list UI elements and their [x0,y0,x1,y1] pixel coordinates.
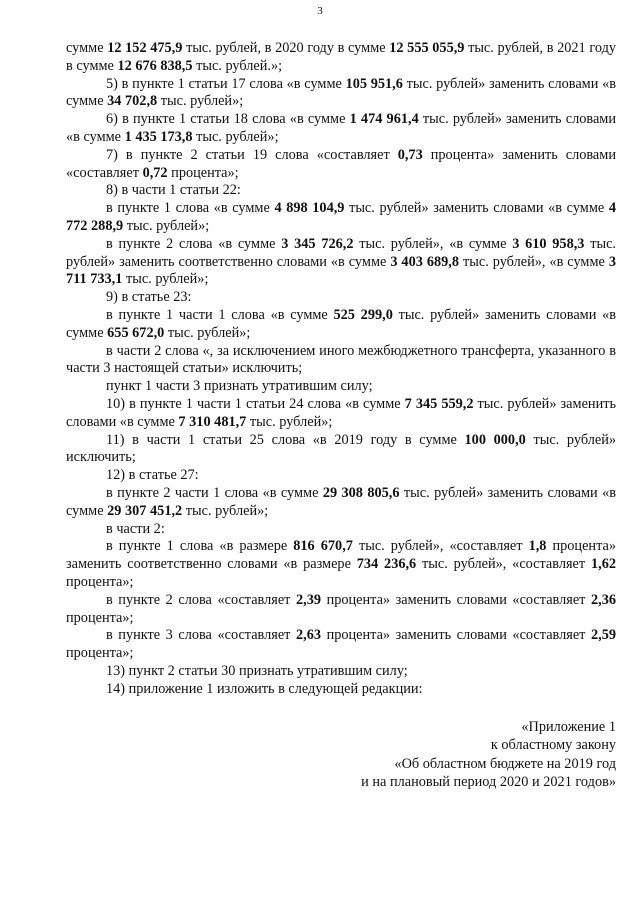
text-run: тыс. рублей» заменить словами «в сумме [66,484,617,519]
amount-value: 2,59 [590,627,616,644]
text-run: тыс. рублей»; [164,324,251,341]
text-run: 6) в пункте 1 статьи 18 слова «в сумме [106,111,350,128]
amount-value: 105 951,6 [345,75,403,92]
amount-value: 1 435 173,8 [124,128,193,145]
amount-value: 2,63 [295,627,322,644]
text-run: тыс. рублей» заменить словами «в сумме [344,200,609,217]
appendix-heading [296,718,616,792]
text-run: тыс. рублей, в 2020 году в сумме [182,40,390,56]
amount-value: 12 676 838,5 [117,57,193,74]
text-run: в пункте 2 слова «составляет [106,591,296,608]
paragraph [66,396,616,432]
paragraph [66,111,616,147]
text-run: тыс. рублей» исключить; [66,431,617,466]
paragraph [66,432,616,468]
appendix-line-1: «Приложение 1 [521,719,616,735]
amount-value: 655 672,0 [107,324,165,341]
text-run: тыс. рублей»; [192,128,279,145]
amount-value: 100 000,0 [464,431,526,448]
text-run: 5) в пункте 1 статьи 17 слова «в сумме [106,75,346,92]
text-run: 10) в пункте 1 части 1 статьи 24 слова «в сумме [106,395,405,412]
paragraph [66,521,616,539]
text-run: процента»; [66,573,134,590]
amount-value: 525 299,0 [333,306,393,323]
text-run: тыс. рублей»; [246,413,333,430]
paragraph [66,343,616,379]
paragraph [66,147,616,183]
paragraph [66,485,616,521]
text-run: тыс. рублей», «в сумме [353,235,513,252]
text-run: тыс. рублей», «в сумме [459,253,609,270]
text-run: в части 2: [106,520,165,537]
appendix-line-4: и на плановый период 2020 и 2021 годов» [361,774,616,791]
text-run: процента» заменить словами «составляет [321,627,591,644]
paragraph [66,307,616,343]
text-run: в пункте 2 части 1 слова «в сумме [106,484,323,501]
amount-value: 12 555 055,9 [389,40,465,56]
amount-value: 12 152 475,9 [107,40,183,56]
text-run: в части 2 слова «, за исключением иного межбюджетного трансферта, указанного в части 3 настоящей статьи» исключить; [66,342,616,377]
text-run: тыс. рублей»; [123,217,210,234]
document-body [66,40,616,698]
amount-value: 1 474 961,4 [349,111,419,128]
text-run: тыс. рублей.»; [192,57,283,74]
text-run: тыс. рублей», «составляет [352,538,529,555]
appendix-line-3: «Об областном бюджете на 2019 год [394,755,616,772]
amount-value: 2,36 [590,591,616,608]
text-run: 11) в части 1 статьи 25 слова «в 2019 году в сумме [106,431,465,448]
text-run: 12) в статье 27: [106,467,199,484]
appendix-line-2: к областному закону [490,737,616,754]
text-run: процента» заменить соответственно словами «в размере [66,538,616,573]
text-run: тыс. рублей» заменить словами «в сумме [66,306,617,341]
amount-value: 34 702,8 [107,93,158,110]
text-run: процента»; [167,164,239,181]
amount-value: 4 772 288,9 [66,200,617,234]
amount-value: 29 307 451,2 [107,502,183,519]
amount-value: 4 898 104,9 [274,200,345,217]
text-run: 7) в пункте 2 статьи 19 слова «составляет [106,146,398,163]
text-run: тыс. рублей», «составляет [416,556,591,573]
amount-value: 7 310 481,7 [178,413,247,430]
text-run: в пункте 2 слова «в сумме [106,235,282,252]
amount-value: 7 345 559,2 [404,395,474,412]
text-run: в пункте 1 слова «в размере [106,538,294,555]
paragraph [66,627,616,663]
amount-value: 3 403 689,8 [390,253,460,270]
paragraph [66,663,616,681]
amount-value: 816 670,7 [293,538,353,555]
text-run: в пункте 1 части 1 слова «в сумме [106,306,334,323]
paragraph [66,681,616,699]
amount-value: 3 345 726,2 [281,235,354,252]
text-run: тыс. рублей»; [122,271,209,288]
text-run: процента»; [66,645,134,662]
text-run: в пункте 1 слова «в сумме [106,200,275,217]
paragraph [66,467,616,485]
text-run: 8) в части 1 статьи 22: [106,182,241,199]
text-run: тыс. рублей, в 2021 году в сумме [66,40,616,74]
text-run: процента» заменить словами «составляет [321,591,591,608]
paragraph [66,76,616,112]
paragraph [66,182,616,200]
amount-value: 2,39 [295,591,322,608]
paragraph [66,378,616,396]
text-run: тыс. рублей» заменить словами «в сумме [66,395,616,430]
paragraph [66,538,616,591]
amount-value: 734 236,6 [356,556,417,573]
text-run: 9) в статье 23: [106,289,192,306]
text-run: 13) пункт 2 статьи 30 признать утратившим силу; [106,662,408,679]
text-run: сумме [66,40,108,56]
page-number: 3 [317,5,323,17]
amount-value: 3 711 733,1 [66,253,616,288]
text-run: тыс. рублей»; [157,93,244,110]
text-run: тыс. рублей» заменить словами «в сумме [66,75,616,110]
amount-value: 1,62 [590,556,617,573]
paragraph [66,592,616,628]
amount-value: 3 610 958,3 [512,235,585,252]
text-run: тыс. рублей» заменить словами «в сумме [66,111,616,145]
amount-value: 0,73 [397,146,423,163]
amount-value: 1,8 [528,538,547,555]
text-run: тыс. рублей»; [182,502,269,519]
paragraph [66,236,616,289]
text-run: процента» заменить словами «составляет [66,146,616,181]
paragraph [66,289,616,307]
text-run: в пункте 3 слова «составляет [106,627,296,644]
paragraph [66,200,616,236]
amount-value: 29 308 805,6 [322,484,400,501]
paragraph [66,40,616,76]
text-run: пункт 1 части 3 признать утратившим силу; [106,378,373,395]
text-run: 14) приложение 1 изложить в следующей редакции: [106,680,423,697]
text-run: процента»; [66,609,134,626]
text-run: тыс. рублей» заменить соответственно словами «в сумме [66,235,616,270]
amount-value: 0,72 [142,164,168,181]
